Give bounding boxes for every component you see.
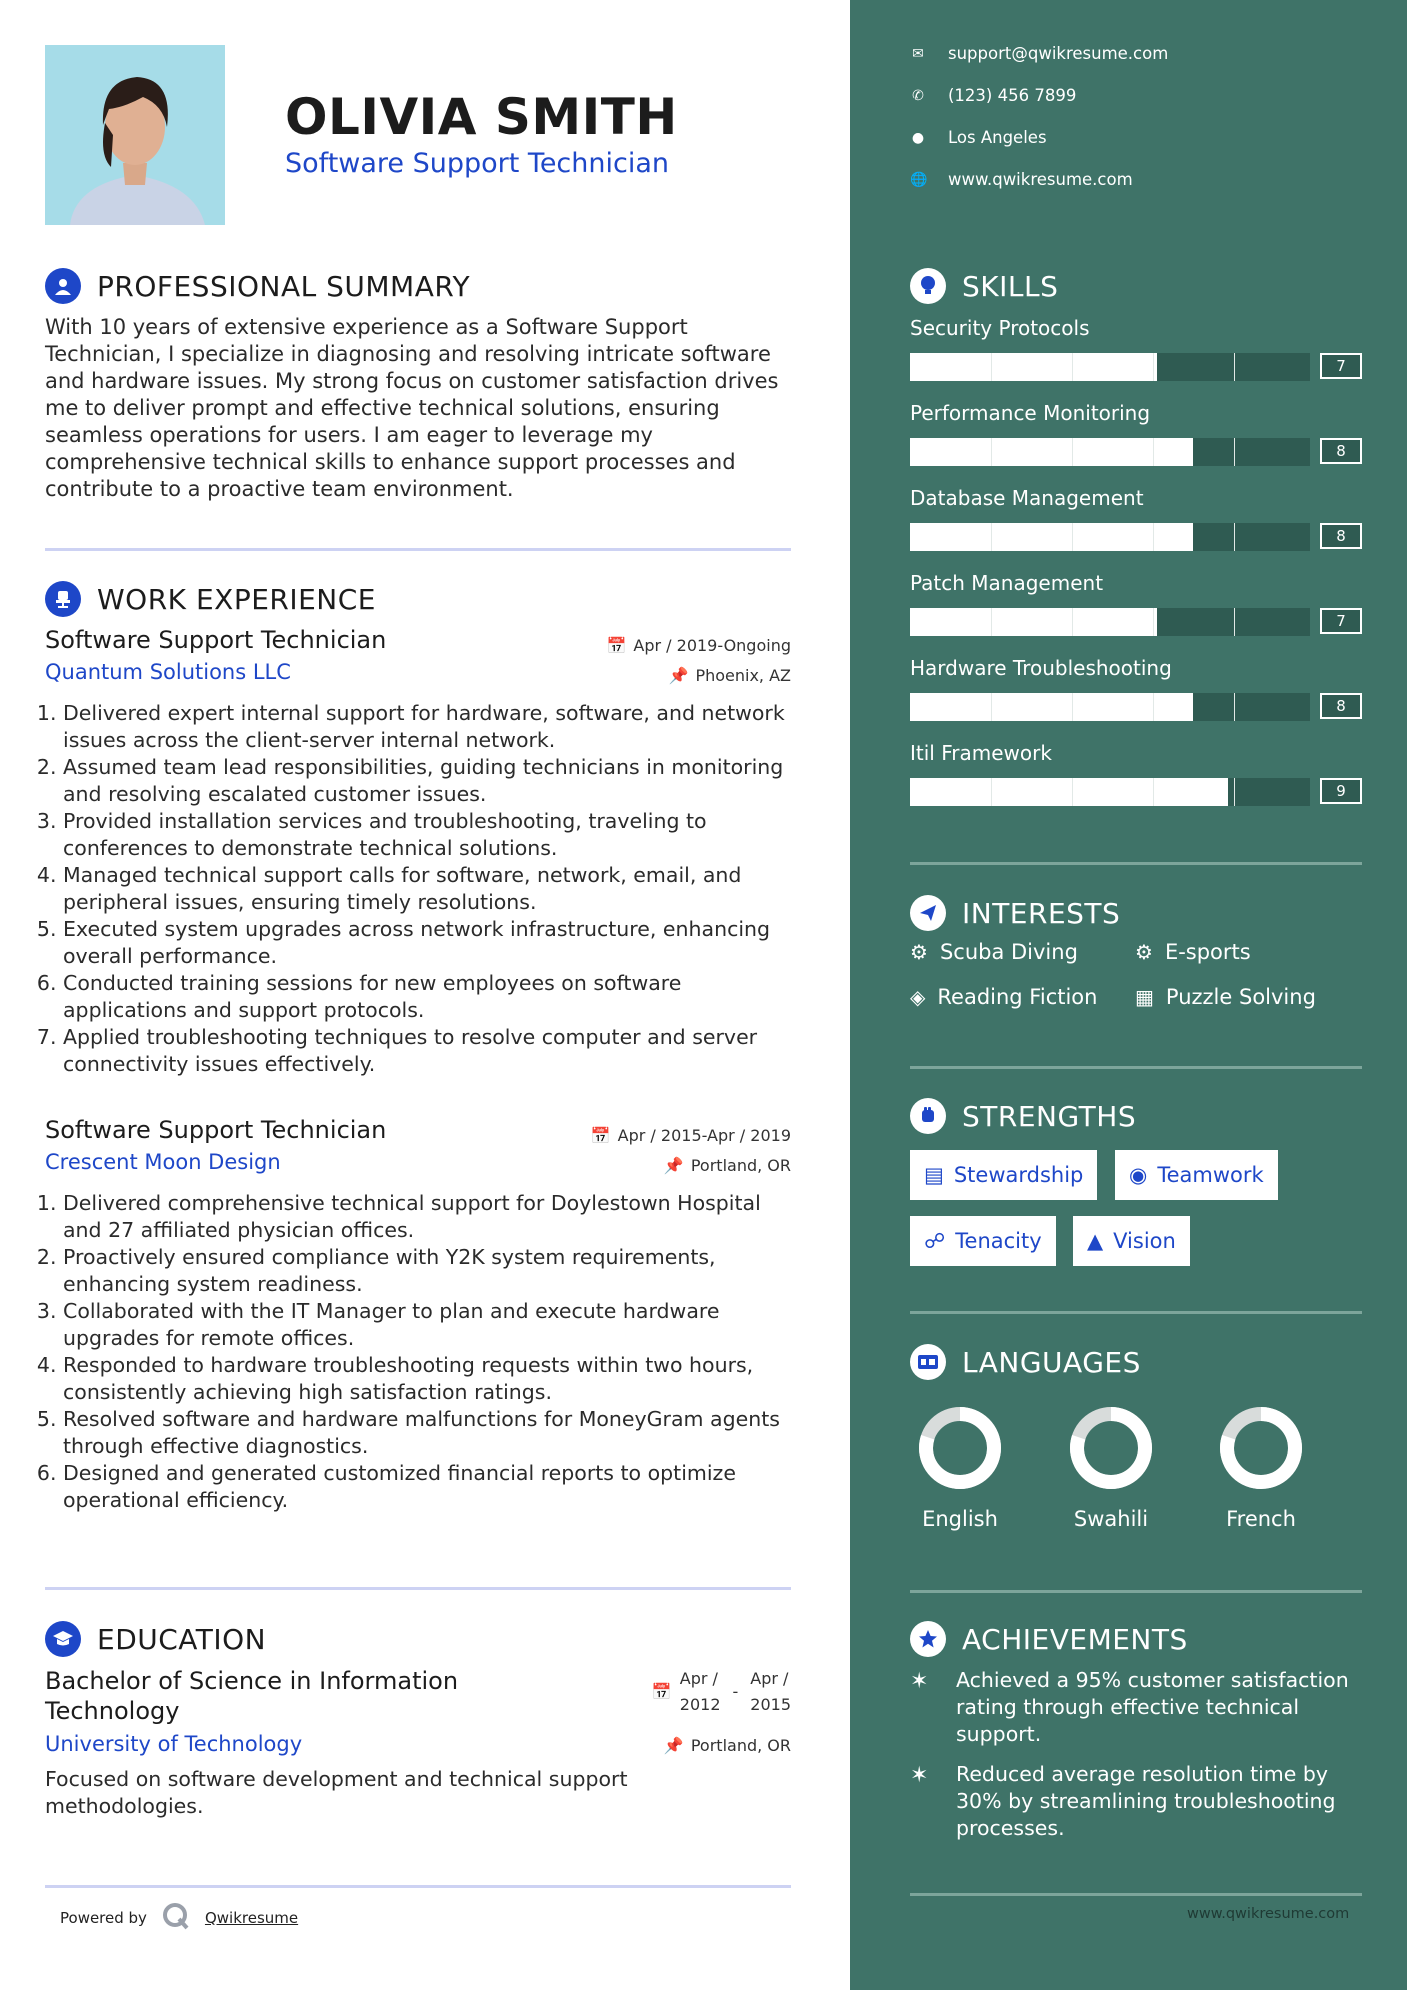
job-location-text: Portland, OR bbox=[690, 1156, 791, 1175]
job-dates bbox=[606, 636, 791, 655]
skill-bar-segment bbox=[1072, 778, 1073, 806]
job-bullets bbox=[45, 1190, 791, 1514]
skill-bar bbox=[910, 353, 1346, 381]
job-dates bbox=[591, 1126, 791, 1145]
interests-heading-text: INTERESTS bbox=[962, 896, 1121, 930]
globe-icon: 🌐 bbox=[910, 171, 928, 188]
skill-bar-fill bbox=[910, 523, 1193, 551]
company-name: Quantum Solutions LLC bbox=[45, 660, 291, 684]
job-subheader bbox=[45, 1150, 791, 1190]
sidebar-divider bbox=[910, 1893, 1362, 1896]
job-title: Software Support Technician bbox=[45, 626, 387, 654]
lifebuoy-icon: ⚙ bbox=[1135, 940, 1153, 964]
summary-heading bbox=[45, 268, 470, 304]
star-icon: ✶ bbox=[910, 1763, 929, 1788]
skill-bar-fill bbox=[910, 353, 1157, 381]
paper-plane-icon bbox=[910, 895, 946, 931]
skill-bar-fill bbox=[910, 608, 1157, 636]
skill-level-value: 7 bbox=[1320, 608, 1362, 634]
skills-heading bbox=[910, 268, 1058, 304]
skill-bar bbox=[910, 608, 1346, 636]
skill-bar-segment bbox=[1153, 693, 1154, 721]
education-heading-text: EDUCATION bbox=[97, 1622, 267, 1656]
experience-heading bbox=[45, 581, 376, 617]
degree-line: Technology bbox=[45, 1697, 180, 1725]
section-divider bbox=[45, 1885, 791, 1888]
skill-bar-segment bbox=[1234, 438, 1235, 466]
pin-icon: 📌 bbox=[668, 666, 689, 685]
skill-bar-segment bbox=[1153, 353, 1154, 381]
languages-heading bbox=[910, 1344, 1141, 1380]
footer-website: www.qwikresume.com bbox=[1187, 1906, 1350, 1922]
job-header bbox=[45, 626, 791, 660]
languages-heading-text: LANGUAGES bbox=[962, 1345, 1141, 1379]
skill-bar bbox=[910, 778, 1346, 806]
degree-line: Bachelor of Science in Information bbox=[45, 1667, 459, 1695]
star-icon: ✶ bbox=[910, 1669, 929, 1694]
skill-bar-segment bbox=[1234, 693, 1235, 721]
powered-by-label: Powered by bbox=[60, 1909, 147, 1927]
language-icon bbox=[910, 1344, 946, 1380]
skill-name: Security Protocols bbox=[910, 316, 1090, 340]
interest-item bbox=[1135, 940, 1251, 964]
sidebar-divider bbox=[910, 1590, 1362, 1593]
skill-level-value: 8 bbox=[1320, 693, 1362, 719]
profile-photo bbox=[45, 45, 225, 225]
user-icon bbox=[45, 268, 81, 304]
candidate-name: OLIVIA SMITH bbox=[285, 88, 678, 146]
list-item: 1. Delivered comprehensive technical support for Doylestown Hospital and 27 affiliated physician offices. bbox=[63, 1190, 791, 1244]
star-badge-icon bbox=[910, 1621, 946, 1657]
achievement-text: Reduced average resolution time by 30% by streamlining troubleshooting processes. bbox=[956, 1762, 1336, 1840]
skill-bar-segment bbox=[991, 608, 992, 636]
qwikresume-logo-icon bbox=[161, 1901, 191, 1935]
education-entry bbox=[45, 1666, 791, 1820]
link-icon: ☍ bbox=[924, 1229, 946, 1253]
list-item: 3. Collaborated with the IT Manager to plan and execute hardware upgrades for remote offices. bbox=[63, 1298, 791, 1352]
strength-tag bbox=[1073, 1216, 1190, 1266]
list-item: 6. Conducted training sessions for new employees on software applications and support protocols. bbox=[63, 970, 791, 1024]
degree-title bbox=[45, 1666, 458, 1726]
chair-icon bbox=[45, 581, 81, 617]
list-item: 4. Managed technical support calls for software, network, email, and peripheral issues, ensuring timely resolutions. bbox=[63, 862, 791, 916]
skill-level-value: 8 bbox=[1320, 523, 1362, 549]
job-title: Software Support Technician bbox=[45, 1116, 387, 1144]
skill-level-value: 9 bbox=[1320, 778, 1362, 804]
powered-by bbox=[60, 1901, 298, 1935]
list-item: 7. Applied troubleshooting techniques to resolve computer and server connectivity issues effectively. bbox=[63, 1024, 791, 1078]
skill-bar-segment bbox=[1234, 778, 1235, 806]
list-item: 2. Assumed team lead responsibilities, guiding technicians in monitoring and resolving escalated customer issues. bbox=[63, 754, 791, 808]
language-name: Swahili bbox=[1073, 1507, 1149, 1531]
job-subheader bbox=[45, 660, 791, 700]
sidebar-divider bbox=[910, 1066, 1362, 1069]
website-text: www.qwikresume.com bbox=[948, 170, 1133, 189]
achievement-item bbox=[910, 1667, 1370, 1748]
skill-bar-segment bbox=[1234, 608, 1235, 636]
interest-label: E-sports bbox=[1164, 940, 1251, 964]
language-name: English bbox=[922, 1507, 998, 1531]
skill-bar-segment bbox=[1234, 353, 1235, 381]
job-header bbox=[45, 1116, 791, 1150]
skill-name: Itil Framework bbox=[910, 741, 1052, 765]
sidebar bbox=[850, 0, 1407, 1990]
achievements-heading bbox=[910, 1621, 1188, 1657]
language-ring bbox=[917, 1405, 1003, 1491]
pin-icon: 📌 bbox=[663, 1736, 684, 1755]
contact-location bbox=[910, 128, 1047, 147]
skill-bar-fill bbox=[910, 438, 1193, 466]
date-separator: - bbox=[732, 1682, 739, 1701]
users-icon: ◉ bbox=[1129, 1163, 1148, 1187]
end-date: Apr / 2015 bbox=[750, 1669, 791, 1714]
education-dates bbox=[652, 1666, 791, 1718]
sidebar-divider bbox=[910, 862, 1362, 865]
job-location bbox=[669, 666, 791, 685]
summary-text: With 10 years of extensive experience as a Software Support Technician, I specialize in diagnosing and resolving intricate software and hardware issues. My strong focus on customer satisfaction drives me to deliver prompt and effective technical solutions, ensuring seamless operations for users. I am eager to leverage my comprehensive technical skills to enhance support processes and contribute to a proactive team environment. bbox=[45, 315, 779, 501]
job-bullets bbox=[45, 700, 791, 1078]
skill-bar-segment bbox=[991, 523, 992, 551]
language-item bbox=[910, 1405, 1010, 1531]
list-item: 4. Responded to hardware troubleshooting requests within two hours, consistently achieving high satisfaction ratings. bbox=[63, 1352, 791, 1406]
language-item bbox=[1061, 1405, 1161, 1531]
language-ring bbox=[1068, 1405, 1154, 1491]
list-item: 5. Executed system upgrades across network infrastructure, enhancing overall performance. bbox=[63, 916, 791, 970]
list-item: 3. Provided installation services and troubleshooting, traveling to conferences to demonstrate technical solutions. bbox=[63, 808, 791, 862]
education-description: Focused on software development and technical support methodologies. bbox=[45, 1767, 628, 1818]
skill-bar-segment bbox=[1072, 438, 1073, 466]
skill-bar-segment bbox=[991, 438, 992, 466]
skill-bar-segment bbox=[1234, 523, 1235, 551]
job-dates-text: Apr / 2019-Ongoing bbox=[633, 636, 791, 655]
skill-bar-segment bbox=[1153, 438, 1154, 466]
education-location bbox=[664, 1736, 791, 1755]
education-header bbox=[45, 1666, 791, 1728]
calendar-icon: 📅 bbox=[590, 1126, 611, 1145]
interests-heading bbox=[910, 895, 1120, 931]
email-text: support@qwikresume.com bbox=[948, 44, 1169, 63]
strength-tag bbox=[1115, 1150, 1278, 1200]
graduation-cap-icon bbox=[45, 1621, 81, 1657]
skill-bar-fill bbox=[910, 693, 1193, 721]
strengths-heading bbox=[910, 1098, 1136, 1134]
strengths-heading-text: STRENGTHS bbox=[962, 1099, 1137, 1133]
contact-email bbox=[910, 44, 1168, 63]
job-location-text: Phoenix, AZ bbox=[695, 666, 791, 685]
envelope-icon: ✉ bbox=[912, 45, 924, 62]
gamepad-icon: ◈ bbox=[910, 985, 926, 1009]
job-entry bbox=[45, 1116, 791, 1514]
sidebar-divider bbox=[910, 1311, 1362, 1314]
interest-item bbox=[910, 985, 1097, 1009]
skill-name: Patch Management bbox=[910, 571, 1104, 595]
language-ring bbox=[1218, 1405, 1304, 1491]
list-item: 2. Proactively ensured compliance with Y2K system requirements, enhancing system readiness. bbox=[63, 1244, 791, 1298]
list-item: 1. Delivered expert internal support for hardware, software, and network issues across the client-server internal network. bbox=[63, 700, 791, 754]
skill-name: Hardware Troubleshooting bbox=[910, 656, 1172, 680]
skill-bar-segment bbox=[991, 693, 992, 721]
job-dates-text: Apr / 2015-Apr / 2019 bbox=[617, 1126, 791, 1145]
contact-phone bbox=[910, 86, 1076, 105]
skill-bar-segment bbox=[1153, 608, 1154, 636]
book-icon: ▦ bbox=[1135, 985, 1154, 1009]
skill-bar-segment bbox=[1072, 608, 1073, 636]
strength-label: Tenacity bbox=[955, 1229, 1042, 1253]
achievement-text: Achieved a 95% customer satisfaction rating through effective technical support. bbox=[956, 1668, 1349, 1746]
education-location-text: Portland, OR bbox=[690, 1736, 791, 1755]
skill-name: Database Management bbox=[910, 486, 1144, 510]
lightbulb-icon bbox=[910, 268, 946, 304]
candidate-title: Software Support Technician bbox=[285, 148, 670, 179]
list-item: 5. Resolved software and hardware malfunctions for MoneyGram agents through effective diagnostics. bbox=[63, 1406, 791, 1460]
section-divider bbox=[45, 1587, 791, 1590]
strength-label: Teamwork bbox=[1157, 1163, 1264, 1187]
interest-item bbox=[910, 940, 1078, 964]
skill-bar bbox=[910, 693, 1346, 721]
calendar-icon: 📅 bbox=[651, 1682, 672, 1701]
skill-bar-segment bbox=[1072, 523, 1073, 551]
skill-bar-segment bbox=[991, 778, 992, 806]
job-location bbox=[664, 1156, 791, 1175]
skill-level-value: 7 bbox=[1320, 353, 1362, 379]
achievement-item bbox=[910, 1761, 1370, 1842]
location-text: Los Angeles bbox=[948, 128, 1047, 147]
pin-icon: 📌 bbox=[663, 1156, 684, 1175]
company-name: Crescent Moon Design bbox=[45, 1150, 281, 1174]
skill-bar bbox=[910, 523, 1346, 551]
interest-item bbox=[1135, 985, 1316, 1009]
experience-heading-text: WORK EXPERIENCE bbox=[97, 582, 376, 616]
skill-bar-segment bbox=[1072, 353, 1073, 381]
section-divider bbox=[45, 548, 791, 551]
interest-label: Reading Fiction bbox=[937, 985, 1098, 1009]
strength-label: Stewardship bbox=[953, 1163, 1084, 1187]
education-subheader bbox=[45, 1728, 791, 1766]
skill-bar-segment bbox=[991, 353, 992, 381]
language-name: French bbox=[1226, 1507, 1296, 1531]
phone-text: (123) 456 7899 bbox=[948, 86, 1077, 105]
brand-link[interactable]: Qwikresume bbox=[204, 1909, 299, 1927]
skill-bar bbox=[910, 438, 1346, 466]
strength-label: Vision bbox=[1113, 1229, 1176, 1253]
calendar-icon: 📅 bbox=[606, 636, 627, 655]
strength-tag bbox=[910, 1216, 1056, 1266]
fist-icon bbox=[910, 1098, 946, 1134]
map-pin-icon: ● bbox=[911, 129, 925, 146]
skill-bar-segment bbox=[1072, 693, 1073, 721]
skill-bar-segment bbox=[1153, 778, 1154, 806]
skill-bar-fill bbox=[910, 778, 1228, 806]
contact-website bbox=[910, 170, 1133, 189]
skill-level-value: 8 bbox=[1320, 438, 1362, 464]
lifebuoy-icon: ⚙ bbox=[910, 940, 928, 964]
binoculars-icon: ▲ bbox=[1087, 1229, 1104, 1253]
strength-tag bbox=[910, 1150, 1097, 1200]
phone-icon: ✆ bbox=[912, 87, 924, 104]
skill-bar-segment bbox=[1153, 523, 1154, 551]
interest-label: Scuba Diving bbox=[939, 940, 1078, 964]
start-date: Apr / 2012 bbox=[679, 1669, 721, 1714]
interest-label: Puzzle Solving bbox=[1165, 985, 1316, 1009]
school-name: University of Technology bbox=[45, 1732, 303, 1756]
skills-heading-text: SKILLS bbox=[962, 269, 1059, 303]
summary-heading-text: PROFESSIONAL SUMMARY bbox=[97, 269, 471, 303]
briefcase-icon: ▤ bbox=[924, 1163, 944, 1187]
job-entry bbox=[45, 626, 791, 1078]
achievements-heading-text: ACHIEVEMENTS bbox=[962, 1622, 1188, 1656]
language-item bbox=[1211, 1405, 1311, 1531]
education-heading bbox=[45, 1621, 266, 1657]
skill-name: Performance Monitoring bbox=[910, 401, 1151, 425]
list-item: 6. Designed and generated customized financial reports to optimize operational efficiency. bbox=[63, 1460, 791, 1514]
